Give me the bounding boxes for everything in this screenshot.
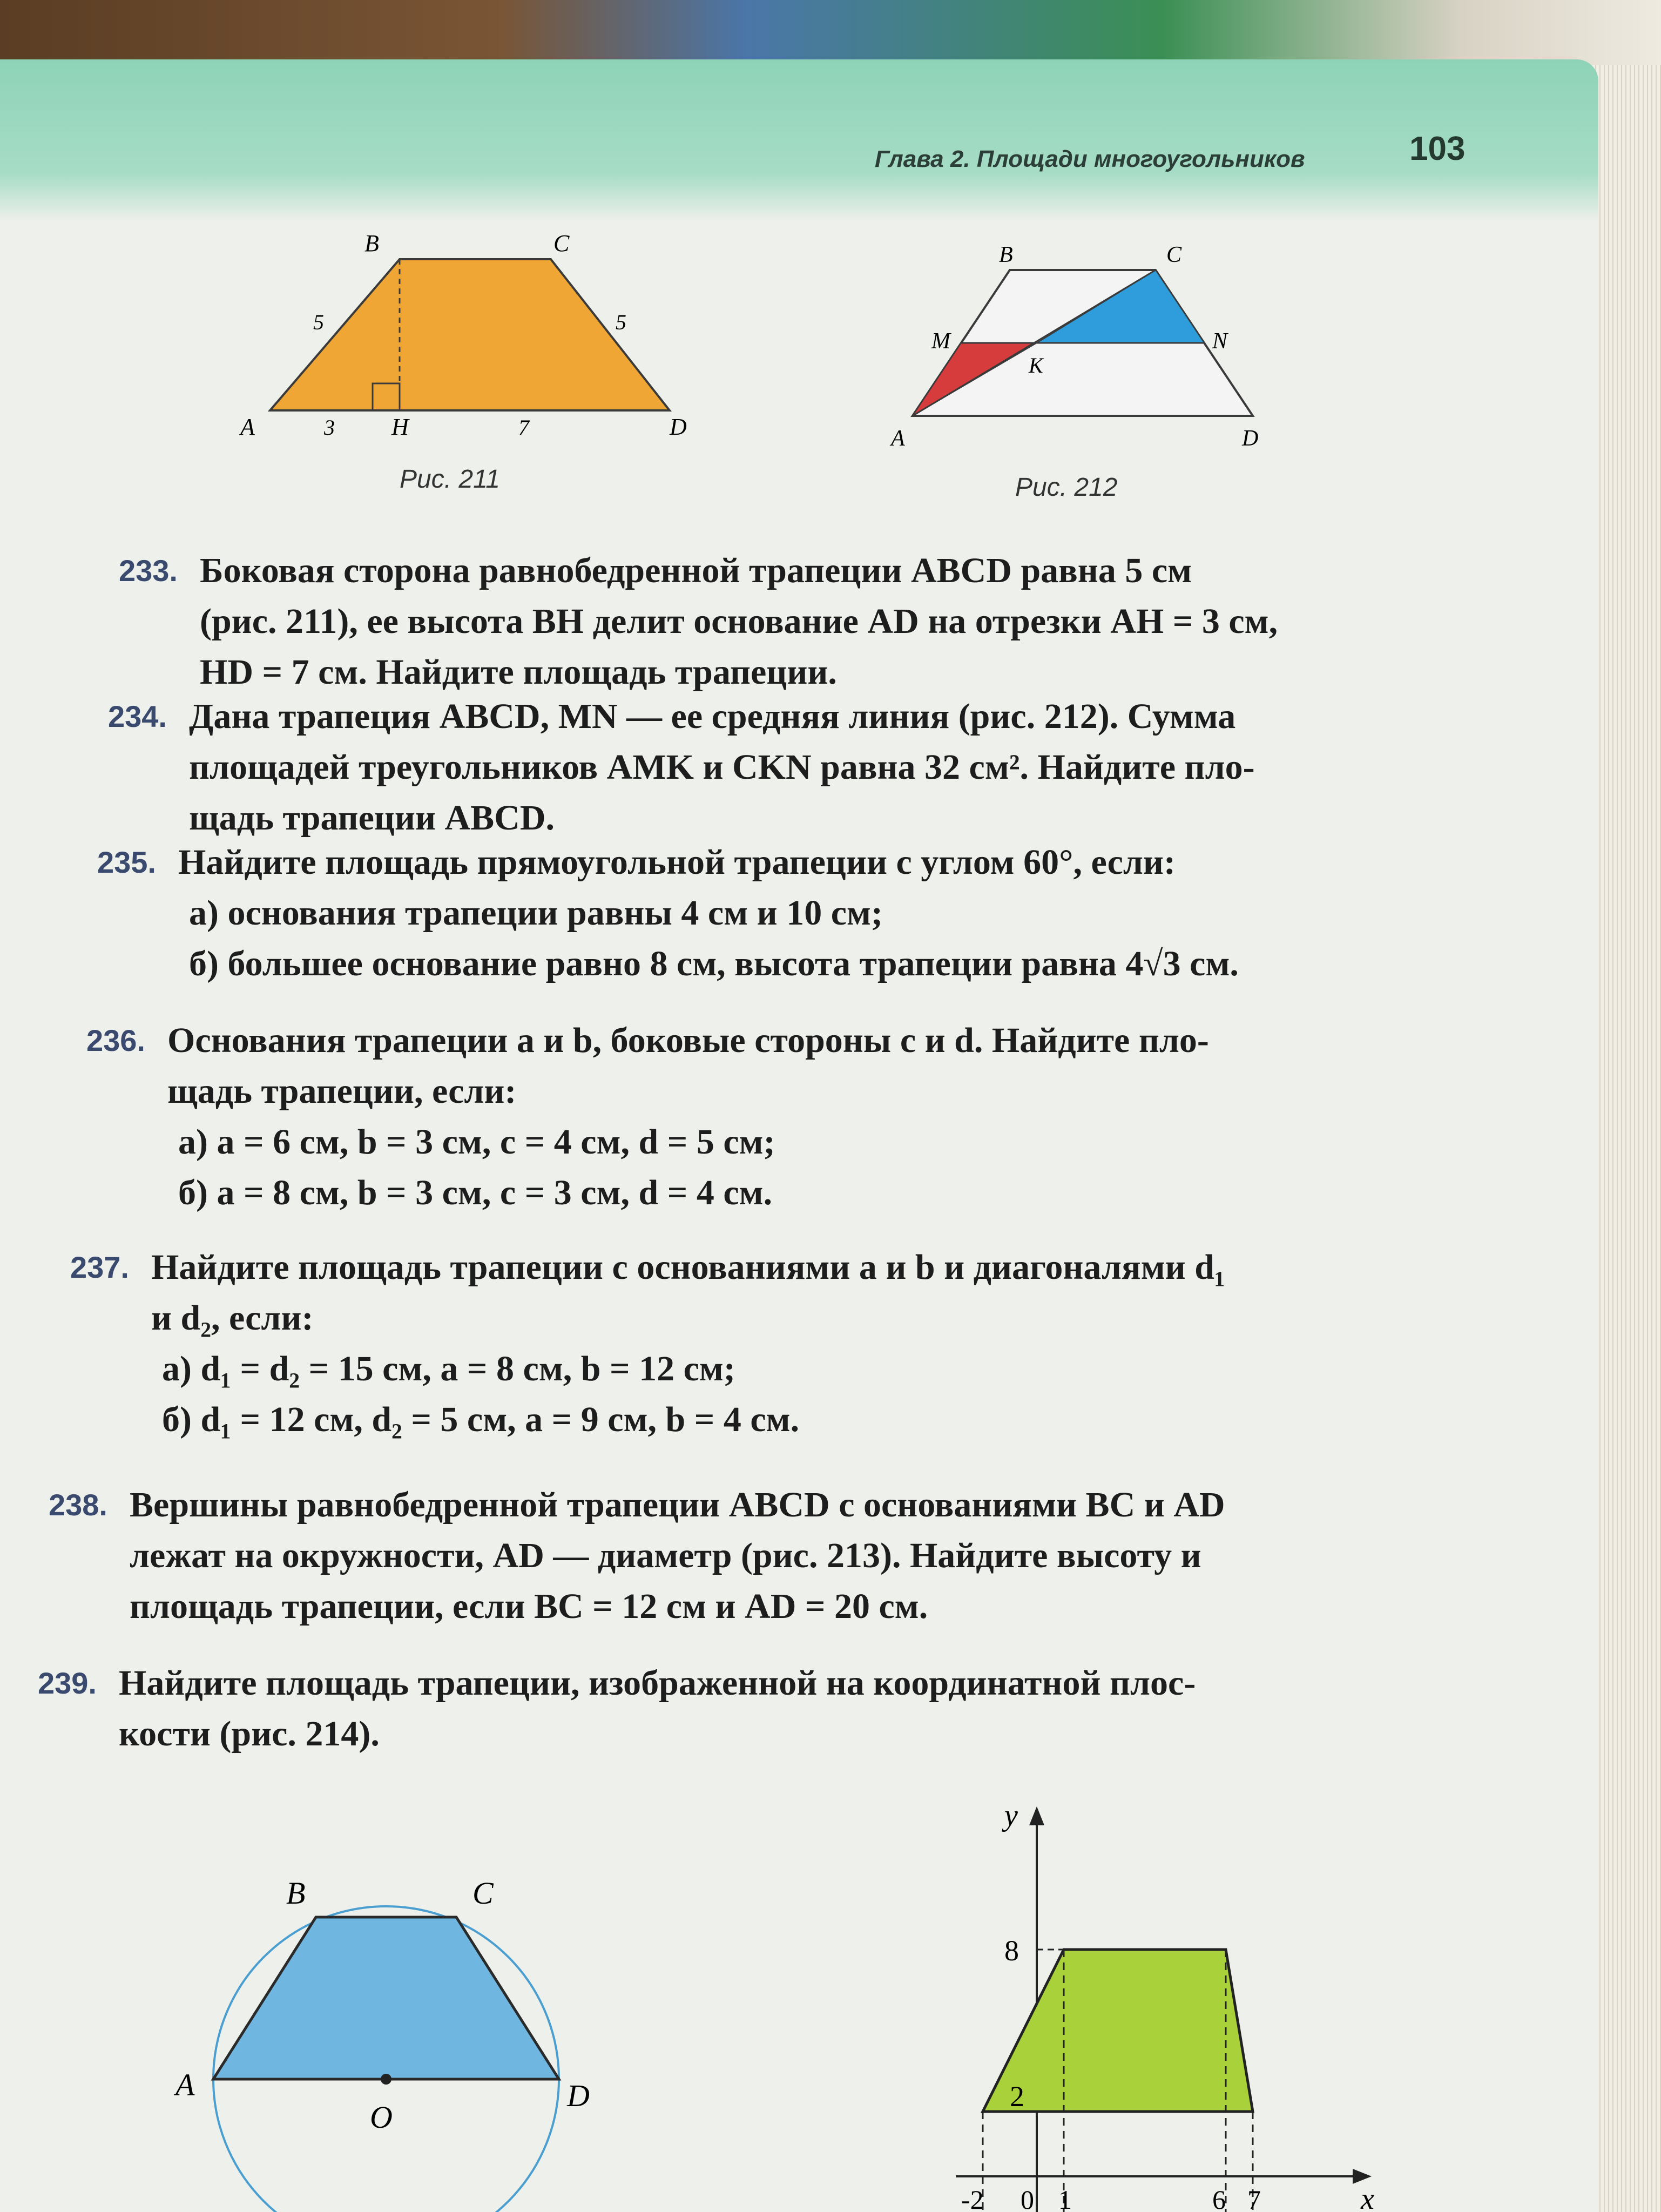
x-axis-arrow	[1353, 2169, 1372, 2184]
label-N: N	[1212, 329, 1228, 354]
problem-subitem-b: б) d₁ = 12 см, d₂ = 5 см, a = 9 см, b = 4 см.	[162, 1400, 800, 1439]
label-A: A	[240, 414, 255, 440]
figure-211	[227, 232, 734, 459]
problem-line: Найдите площадь прямоугольной трапеции с углом 60°, если:	[178, 842, 1176, 882]
problem-number: 236.	[86, 1023, 145, 1057]
problem-subitem-b: б) a = 8 см, b = 3 см, c = 3 см, d = 4 см.	[178, 1173, 773, 1212]
label-K: K	[1029, 353, 1043, 377]
label-C: C	[472, 1876, 494, 1911]
problem-line: лежат на окружности, AD — диаметр (рис. 213). Найдите высоту и	[130, 1536, 1201, 1575]
label-xm2: -2	[961, 2184, 984, 2212]
problem-line: Дана трапеция ABCD, MN — ее средняя линия (рис. 212). Сумма	[189, 697, 1236, 736]
y-axis-arrow	[1029, 1806, 1044, 1825]
problem-236	[86, 1015, 1463, 1218]
figure-214	[940, 1793, 1426, 2212]
page-header-band	[0, 59, 1598, 221]
label-x7: 7	[1247, 2184, 1261, 2212]
label-M: M	[931, 329, 950, 354]
center-point-o	[381, 2074, 391, 2085]
problem-233	[119, 545, 1458, 698]
problem-line: площадь трапеции, если BC = 12 см и AD = 20 см.	[130, 1587, 928, 1626]
label-y: y	[1004, 1799, 1018, 1832]
trapezoid-abcd-213	[213, 1917, 559, 2079]
problem-line: площадей треугольников AMK и CKN равна 32 см². Найдите пло-	[189, 747, 1255, 787]
problem-number: 239.	[38, 1666, 97, 1700]
problem-number: 235.	[97, 845, 156, 879]
page-number: 103	[1409, 130, 1466, 167]
problem-line: щадь трапеции ABCD.	[189, 798, 555, 838]
label-H: H	[391, 414, 409, 440]
problem-number: 233.	[119, 554, 178, 588]
problem-subitem-a: а) d₁ = d₂ = 15 см, a = 8 см, b = 12 см;	[162, 1349, 735, 1388]
label-ab: 5	[313, 310, 324, 334]
label-B: B	[999, 243, 1013, 267]
figure-212-caption: Рис. 212	[1015, 473, 1118, 502]
problem-line: и d₂, если:	[151, 1298, 314, 1338]
label-y8: 8	[1004, 1934, 1019, 1967]
figure-213	[162, 1858, 648, 2212]
label-D: D	[567, 2078, 590, 2113]
problem-238	[49, 1480, 1512, 1632]
problem-237	[70, 1242, 1474, 1445]
problem-239	[38, 1658, 1523, 1759]
label-D: D	[670, 414, 687, 440]
figure-211-caption: Рис. 211	[400, 465, 500, 494]
trapezoid-abcd-211	[270, 259, 670, 410]
label-x1: 1	[1058, 2184, 1072, 2212]
label-x: x	[1361, 2182, 1374, 2212]
problem-line: Боковая сторона равнобедренной трапеции ABCD равна 5 см	[200, 551, 1192, 590]
chapter-title: Глава 2. Площади многоугольников	[875, 146, 1305, 172]
problem-number: 234.	[108, 699, 167, 733]
problem-line: щадь трапеции, если:	[167, 1071, 517, 1111]
label-x0: 0	[1021, 2184, 1034, 2212]
label-A: A	[891, 426, 905, 451]
label-ah: 3	[324, 415, 335, 440]
figure-212	[875, 243, 1285, 459]
problem-line: Найдите площадь трапеции, изображенной на координатной плос-	[119, 1663, 1196, 1703]
label-x6: 6	[1212, 2184, 1226, 2212]
label-hd: 7	[518, 415, 529, 440]
problem-subitem-a: а) a = 6 см, b = 3 см, c = 4 см, d = 5 см;	[178, 1122, 775, 1162]
problem-line: (рис. 211), ее высота BH делит основание AD на отрезки AH = 3 см,	[200, 602, 1278, 641]
problem-line: кости (рис. 214).	[119, 1714, 380, 1754]
problem-line: Найдите площадь трапеции с основаниями a и b и диагоналями d₁	[151, 1247, 1225, 1287]
problem-subitem-a: а) основания трапеции равны 4 см и 10 см;	[189, 893, 883, 933]
label-C: C	[553, 232, 570, 257]
problem-line: Вершины равнобедренной трапеции ABCD с основаниями BC и AD	[130, 1485, 1225, 1525]
label-O: O	[370, 2100, 393, 2135]
problem-number: 237.	[70, 1250, 129, 1284]
label-B: B	[286, 1876, 306, 1911]
label-B: B	[364, 232, 379, 257]
problem-234	[108, 691, 1458, 844]
label-C: C	[1166, 243, 1182, 267]
problem-235	[97, 837, 1458, 989]
label-y2: 2	[1010, 2080, 1024, 2113]
label-A: A	[175, 2067, 195, 2102]
problem-subitem-b: б) большее основание равно 8 см, высота трапеции равна 4√3 см.	[189, 944, 1239, 983]
problem-number: 238.	[49, 1488, 107, 1522]
problem-line: HD = 7 см. Найдите площадь трапеции.	[200, 652, 837, 692]
problem-line: Основания трапеции a и b, боковые стороны c и d. Найдите пло-	[167, 1021, 1209, 1060]
label-cd: 5	[616, 310, 626, 334]
label-D: D	[1242, 426, 1259, 451]
